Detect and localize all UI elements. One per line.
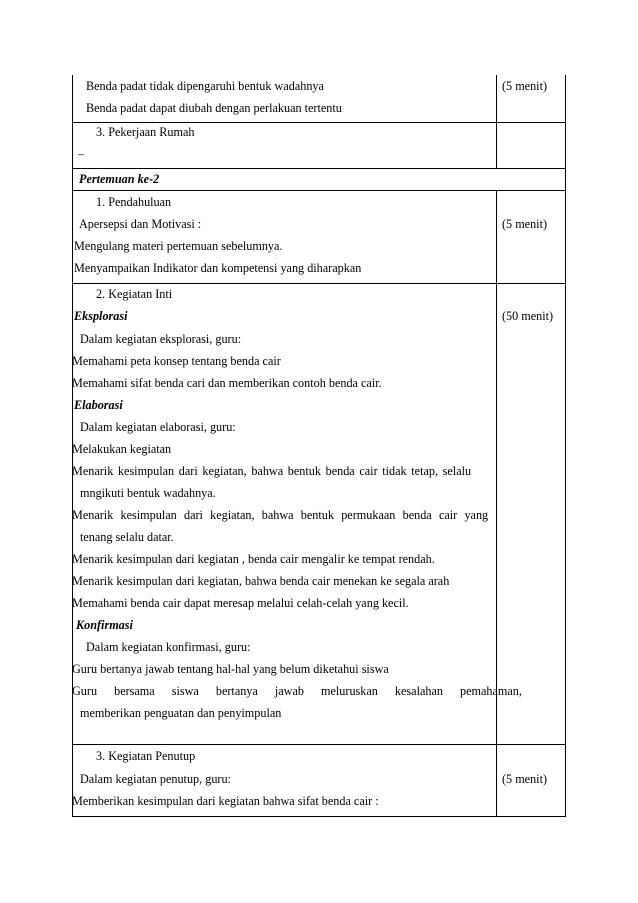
duration-label: (5 menit): [502, 217, 548, 231]
cell-text: Dalam kegiatan elaborasi, guru:: [80, 420, 236, 434]
subsection-title: Elaborasi: [74, 398, 123, 412]
duration-label: (5 menit): [502, 772, 548, 786]
row-divider: [72, 168, 566, 169]
subsection-title: Konfirmasi: [76, 618, 133, 632]
table-border-right: [565, 75, 566, 817]
column-divider: [496, 190, 497, 817]
row-divider: [72, 744, 566, 745]
lesson-plan-table: [72, 75, 566, 817]
cell-text: Dalam kegiatan eksplorasi, guru:: [80, 332, 242, 346]
section-heading: 3. Pekerjaan Rumah: [96, 125, 195, 139]
duration-label: (50 menit): [502, 309, 554, 323]
cell-text: Benda padat dapat diubah dengan perlakuan tertentu: [86, 101, 342, 115]
row-divider: [72, 283, 566, 284]
row-divider: [72, 190, 566, 191]
cell-text: memberikan penguatan dan penyimpulan: [80, 706, 282, 720]
cell-text: tenang selalu datar.: [80, 530, 174, 544]
cell-text: Mengulang materi pertemuan sebelumnya.: [74, 239, 283, 253]
cell-text: Menarik kesimpulan dari kegiatan, bahwa benda cair menekan ke segala arah: [72, 574, 450, 588]
section-heading: 2. Kegiatan Inti: [96, 287, 173, 301]
section-heading: 3. Kegiatan Penutup: [96, 749, 196, 763]
row-divider: [72, 122, 566, 123]
cell-text: Memahami peta konsep tentang benda cair: [72, 354, 281, 368]
cell-text: Menarik kesimpulan dari kegiatan, bahwa bentuk permukaan benda cair yang: [72, 508, 489, 522]
cell-text: –: [78, 147, 85, 161]
cell-text: Guru bersama siswa bertanya jawab meluruskan kesalahan pemahaman,: [72, 684, 522, 698]
cell-text: Benda padat tidak dipengaruhi bentuk wadahnya: [86, 79, 324, 93]
cell-text: Memberikan kesimpulan dari kegiatan bahwa sifat benda cair :: [72, 794, 379, 808]
section-heading: 1. Pendahuluan: [96, 195, 172, 209]
cell-text: Dalam kegiatan konfirmasi, guru:: [86, 640, 251, 654]
cell-text: Melakukan kegiatan: [72, 442, 172, 456]
cell-text: Menyampaikan Indikator dan kompetensi yang diharapkan: [74, 261, 362, 275]
meeting-title: Pertemuan ke-2: [79, 172, 160, 186]
cell-text: Memahami sifat benda cari dan memberikan contoh benda cair.: [72, 376, 382, 390]
table-border-bottom: [72, 816, 566, 817]
cell-text: Dalam kegiatan penutup, guru:: [80, 772, 231, 786]
cell-text: Apersepsi dan Motivasi :: [79, 217, 202, 231]
cell-text: Menarik kesimpulan dari kegiatan, bahwa bentuk benda cair tidak tetap, selalu: [72, 464, 472, 478]
subsection-title: Eksplorasi: [74, 309, 128, 323]
cell-text: Memahami benda cair dapat meresap melalui celah-celah yang kecil.: [72, 596, 409, 610]
cell-text: Guru bertanya jawab tentang hal-hal yang belum diketahui siswa: [72, 662, 389, 676]
cell-text: Menarik kesimpulan dari kegiatan , benda cair mengalir ke tempat rendah.: [72, 552, 435, 566]
duration-label: (5 menit): [502, 79, 548, 93]
cell-text: mngikuti bentuk wadahnya.: [80, 486, 216, 500]
